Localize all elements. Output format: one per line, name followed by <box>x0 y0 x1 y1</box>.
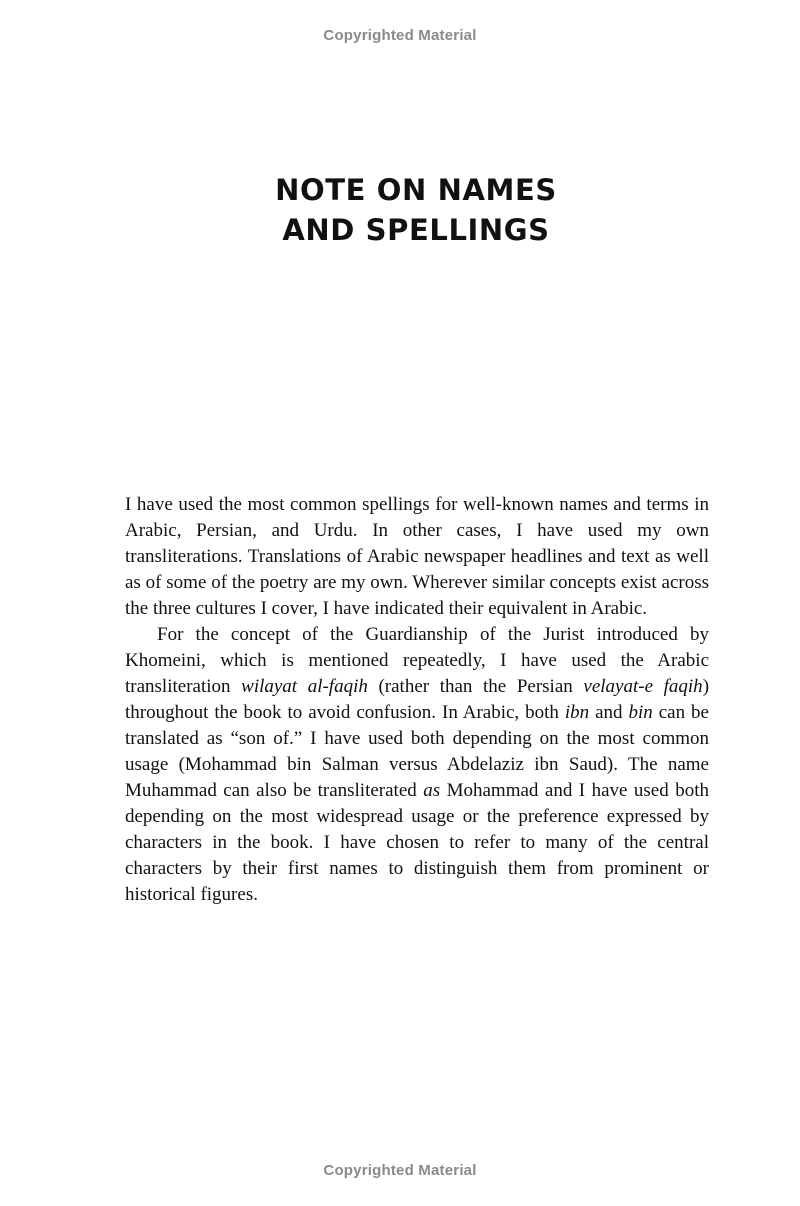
paragraph-2-text-1: For the concept of the Guardianship of the Jurist introduced by Khomeini, which is mentioned repeatedly, I have used the Arabic transliteration <box>125 624 709 697</box>
chapter-title <box>0 170 800 250</box>
term-bin: bin <box>628 702 653 723</box>
paragraph-2-text-6: Mohammad and I have used both depending on the most widespread usage or the preference expressed by characters in the book. I have chosen to refer to many of the central characters by their first names to distinguish them from prominent or historical figures. <box>125 780 709 905</box>
term-velayat-e-faqih: velayat-e faqih <box>583 676 703 697</box>
term-ibn: ibn <box>564 702 590 723</box>
copyright-watermark-bottom: Copyrighted Material <box>323 1162 477 1179</box>
term-as: as <box>423 780 441 801</box>
paragraph-2 <box>125 622 709 908</box>
paragraph-1: I have used the most common spellings for well-known names and terms in Arabic, Persian, and Urdu. In other cases, I have used my own transliterations. Translations of Arabic newspaper headlines and text as well as of some of the poetry are my own. Wherever similar concepts exist across the three cultures I cover, I have indicated their equivalent in Arabic. <box>125 494 709 619</box>
term-wilayat-al-faqih: wilayat al-faqih <box>241 676 368 697</box>
copyright-watermark-top: Copyrighted Material <box>323 27 477 44</box>
paragraph-2-text-5: can be translated as “son of.” I have used both depending on the most common usage (Mohammad bin Salman versus Abdelaziz ibn Saud). The name Muhammad can also be transliterated <box>125 702 709 801</box>
body-text <box>125 492 709 908</box>
paragraph-2-text-4: and <box>589 702 629 723</box>
paragraph-2-text-2: (rather than the Persian <box>367 676 584 697</box>
chapter-title-line-2: AND SPELLINGS <box>282 213 550 247</box>
paragraph-2-text-3: ) throughout the book to avoid confusion. In Arabic, both <box>125 676 710 723</box>
chapter-title-line-1: NOTE ON NAMES <box>275 173 557 207</box>
